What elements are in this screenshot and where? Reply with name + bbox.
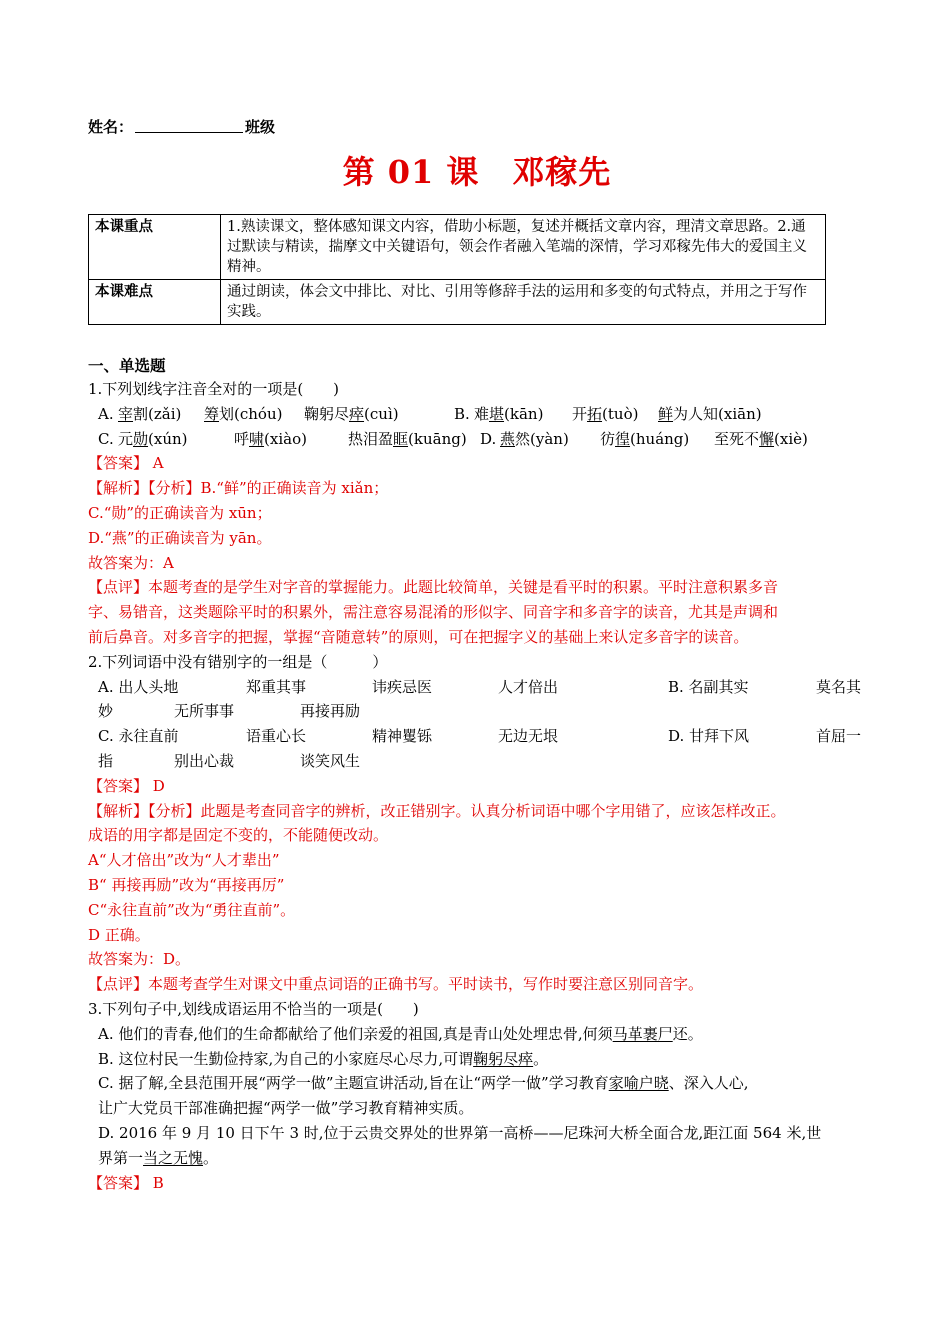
option-item: 莫名其 [816, 677, 862, 696]
name-blank[interactable] [135, 118, 243, 133]
question-stem: 3.下列句子中,划线成语运用不恰当的一项是( ) [88, 999, 419, 1018]
analysis-line: 【解析】【分析】此题是考查同音字的辨析，改正错别字。认真分析词语中哪个字用错了，应该怎样改正。 [88, 801, 786, 820]
answer-line: 【答案】 B [88, 1173, 164, 1192]
comment-line: 前后鼻音。对多音字的把握，掌握“音随意转”的原则，可在把握字义的基础上来认定多音字的读音。 [88, 627, 749, 646]
table-row [89, 280, 826, 325]
option-item: D. 甘拜下风 [668, 727, 750, 746]
option-item: 燕然(yàn) [500, 429, 569, 448]
option-line: D. 2016 年 9 月 10 日下午 3 时,位于云贵交界处的世界第一高桥——尼珠河大桥全面合龙,距江面 564 米,世 [98, 1123, 822, 1142]
name-class-line [88, 112, 866, 142]
option-line: 让广大党员干部准确把握“两学一做”学习教育精神实质。 [98, 1099, 474, 1118]
option-line: 界第一当之无愧。 [98, 1148, 219, 1167]
table-value: 1.熟读课文，整体感知课文内容，借助小标题，复述并概括文章内容，理清文章思路。2.通过默读与精读，揣摩文中关键语句，领会作者融入笔端的深情，学习邓稼先伟大的爱国主义精神。 [221, 215, 826, 280]
option-item: 难堪(kān) [474, 404, 544, 423]
option-item: 呼啸(xiào) [234, 429, 307, 448]
comment-line: 【点评】本题考查的是学生对字音的掌握能力。此题比较简单，关键是看平时的积累。平时注意积累多音 [88, 578, 779, 597]
option-item: 讳疾忌医 [372, 677, 433, 696]
option-label: A. [98, 404, 114, 423]
question-stem: 1.下列划线字注音全对的一项是( ) [88, 380, 340, 398]
option-item: 谈笑风生 [300, 751, 361, 770]
option-item: 无所事事 [174, 702, 235, 721]
class-label: 班级 [245, 118, 276, 136]
analysis-line: 成语的用字都是固定不变的，不能随便改动。 [88, 826, 389, 845]
option-item: 元勋(xún) [118, 429, 188, 448]
final-answer: 故答案为：D。 [88, 950, 191, 969]
option-item: 再接再励 [300, 702, 361, 721]
option-line: B. 这位村民一生勤俭持家,为自己的小家庭尽心尽力,可谓鞠躬尽瘁。 [98, 1049, 549, 1068]
option-label: B. [454, 404, 470, 423]
answer-line: 【答案】 D [88, 776, 165, 795]
option-item: 别出心裁 [174, 751, 235, 770]
option-item: A. 出人头地 [98, 677, 179, 696]
option-item: 宰割(zǎi) [118, 404, 182, 423]
analysis-line: D.“燕”的正确读音为 yān。 [88, 528, 272, 547]
analysis-line: C.“勋”的正确读音为 xūn； [88, 503, 272, 522]
analysis-line: D 正确。 [88, 925, 150, 944]
lesson-title: 第 01 课 邓稼先 [342, 153, 612, 191]
table-row [89, 215, 826, 280]
option-item: 彷徨(huáng) [600, 429, 690, 448]
option-item: 语重心长 [246, 727, 307, 746]
comment-line: 字、易错音，这类题除平时的积累外，需注意容易混淆的形似字、同音字和多音字的读音，尤其是声调和 [88, 603, 779, 622]
option-line: A. 他们的青春,他们的生命都献给了他们亲爱的祖国,真是青山处处埋忠骨,何须马革裹尸还。 [98, 1024, 703, 1043]
table-key: 本课重点 [89, 215, 221, 280]
analysis-line: 【解析】【分析】B.“鲜”的正确读音为 xiǎn； [88, 479, 389, 498]
option-item: 首屈一 [816, 727, 862, 746]
option-line [88, 675, 866, 700]
question-stem: 2.下列词语中没有错别字的一组是（ ） [88, 652, 388, 671]
answer-line: 【答案】 A [88, 454, 164, 473]
option-line [88, 427, 866, 452]
option-item: 妙 [98, 702, 114, 721]
analysis-line: C“永往直前”改为“勇往直前”。 [88, 900, 296, 919]
option-line [88, 749, 866, 774]
name-label: 姓名： [88, 118, 134, 136]
analysis-line: A“人才倍出”改为“人才辈出” [88, 851, 280, 870]
option-label: C. [98, 429, 114, 448]
option-line: C. 据了解,全县范围开展“两学一做”主题宣讲活动,旨在让“两学一做”学习教育家喻户晓、深入人心, [98, 1074, 749, 1093]
option-item: C. 永往直前 [98, 727, 179, 746]
option-item: 筹划(chóu) [204, 404, 283, 423]
option-item: 鞠躬尽瘁(cuì) [304, 404, 399, 423]
option-item: 郑重其事 [246, 677, 307, 696]
option-item: 人才倍出 [498, 677, 559, 696]
option-item: 鲜为人知(xiān) [658, 404, 762, 423]
table-key: 本课难点 [89, 280, 221, 325]
option-item: 精神矍铄 [372, 727, 433, 746]
option-label: D. [480, 429, 497, 448]
option-item: 开拓(tuò) [572, 404, 639, 423]
table-value: 通过朗读，体会文中排比、对比、引用等修辞手法的运用和多变的句式特点，并用之于写作实践。 [221, 280, 826, 325]
comment-line: 【点评】本题考查学生对课文中重点词语的正确书写。平时读书，写作时要注意区别同音字。 [88, 975, 704, 994]
focus-table [88, 214, 826, 325]
option-line [88, 724, 866, 749]
option-item: 热泪盈眶(kuāng) [348, 429, 467, 448]
final-answer: 故答案为：A [88, 553, 174, 572]
worksheet-page [88, 112, 866, 1195]
option-item: 无边无垠 [498, 727, 559, 746]
option-item: 至死不懈(xiè) [714, 429, 808, 448]
option-line [88, 402, 866, 427]
option-line [88, 699, 866, 724]
section-heading: 一、单选题 [88, 356, 166, 375]
option-item: B. 名副其实 [668, 677, 749, 696]
option-item: 指 [98, 751, 114, 770]
analysis-line: B“ 再接再励”改为“再接再厉” [88, 875, 285, 894]
